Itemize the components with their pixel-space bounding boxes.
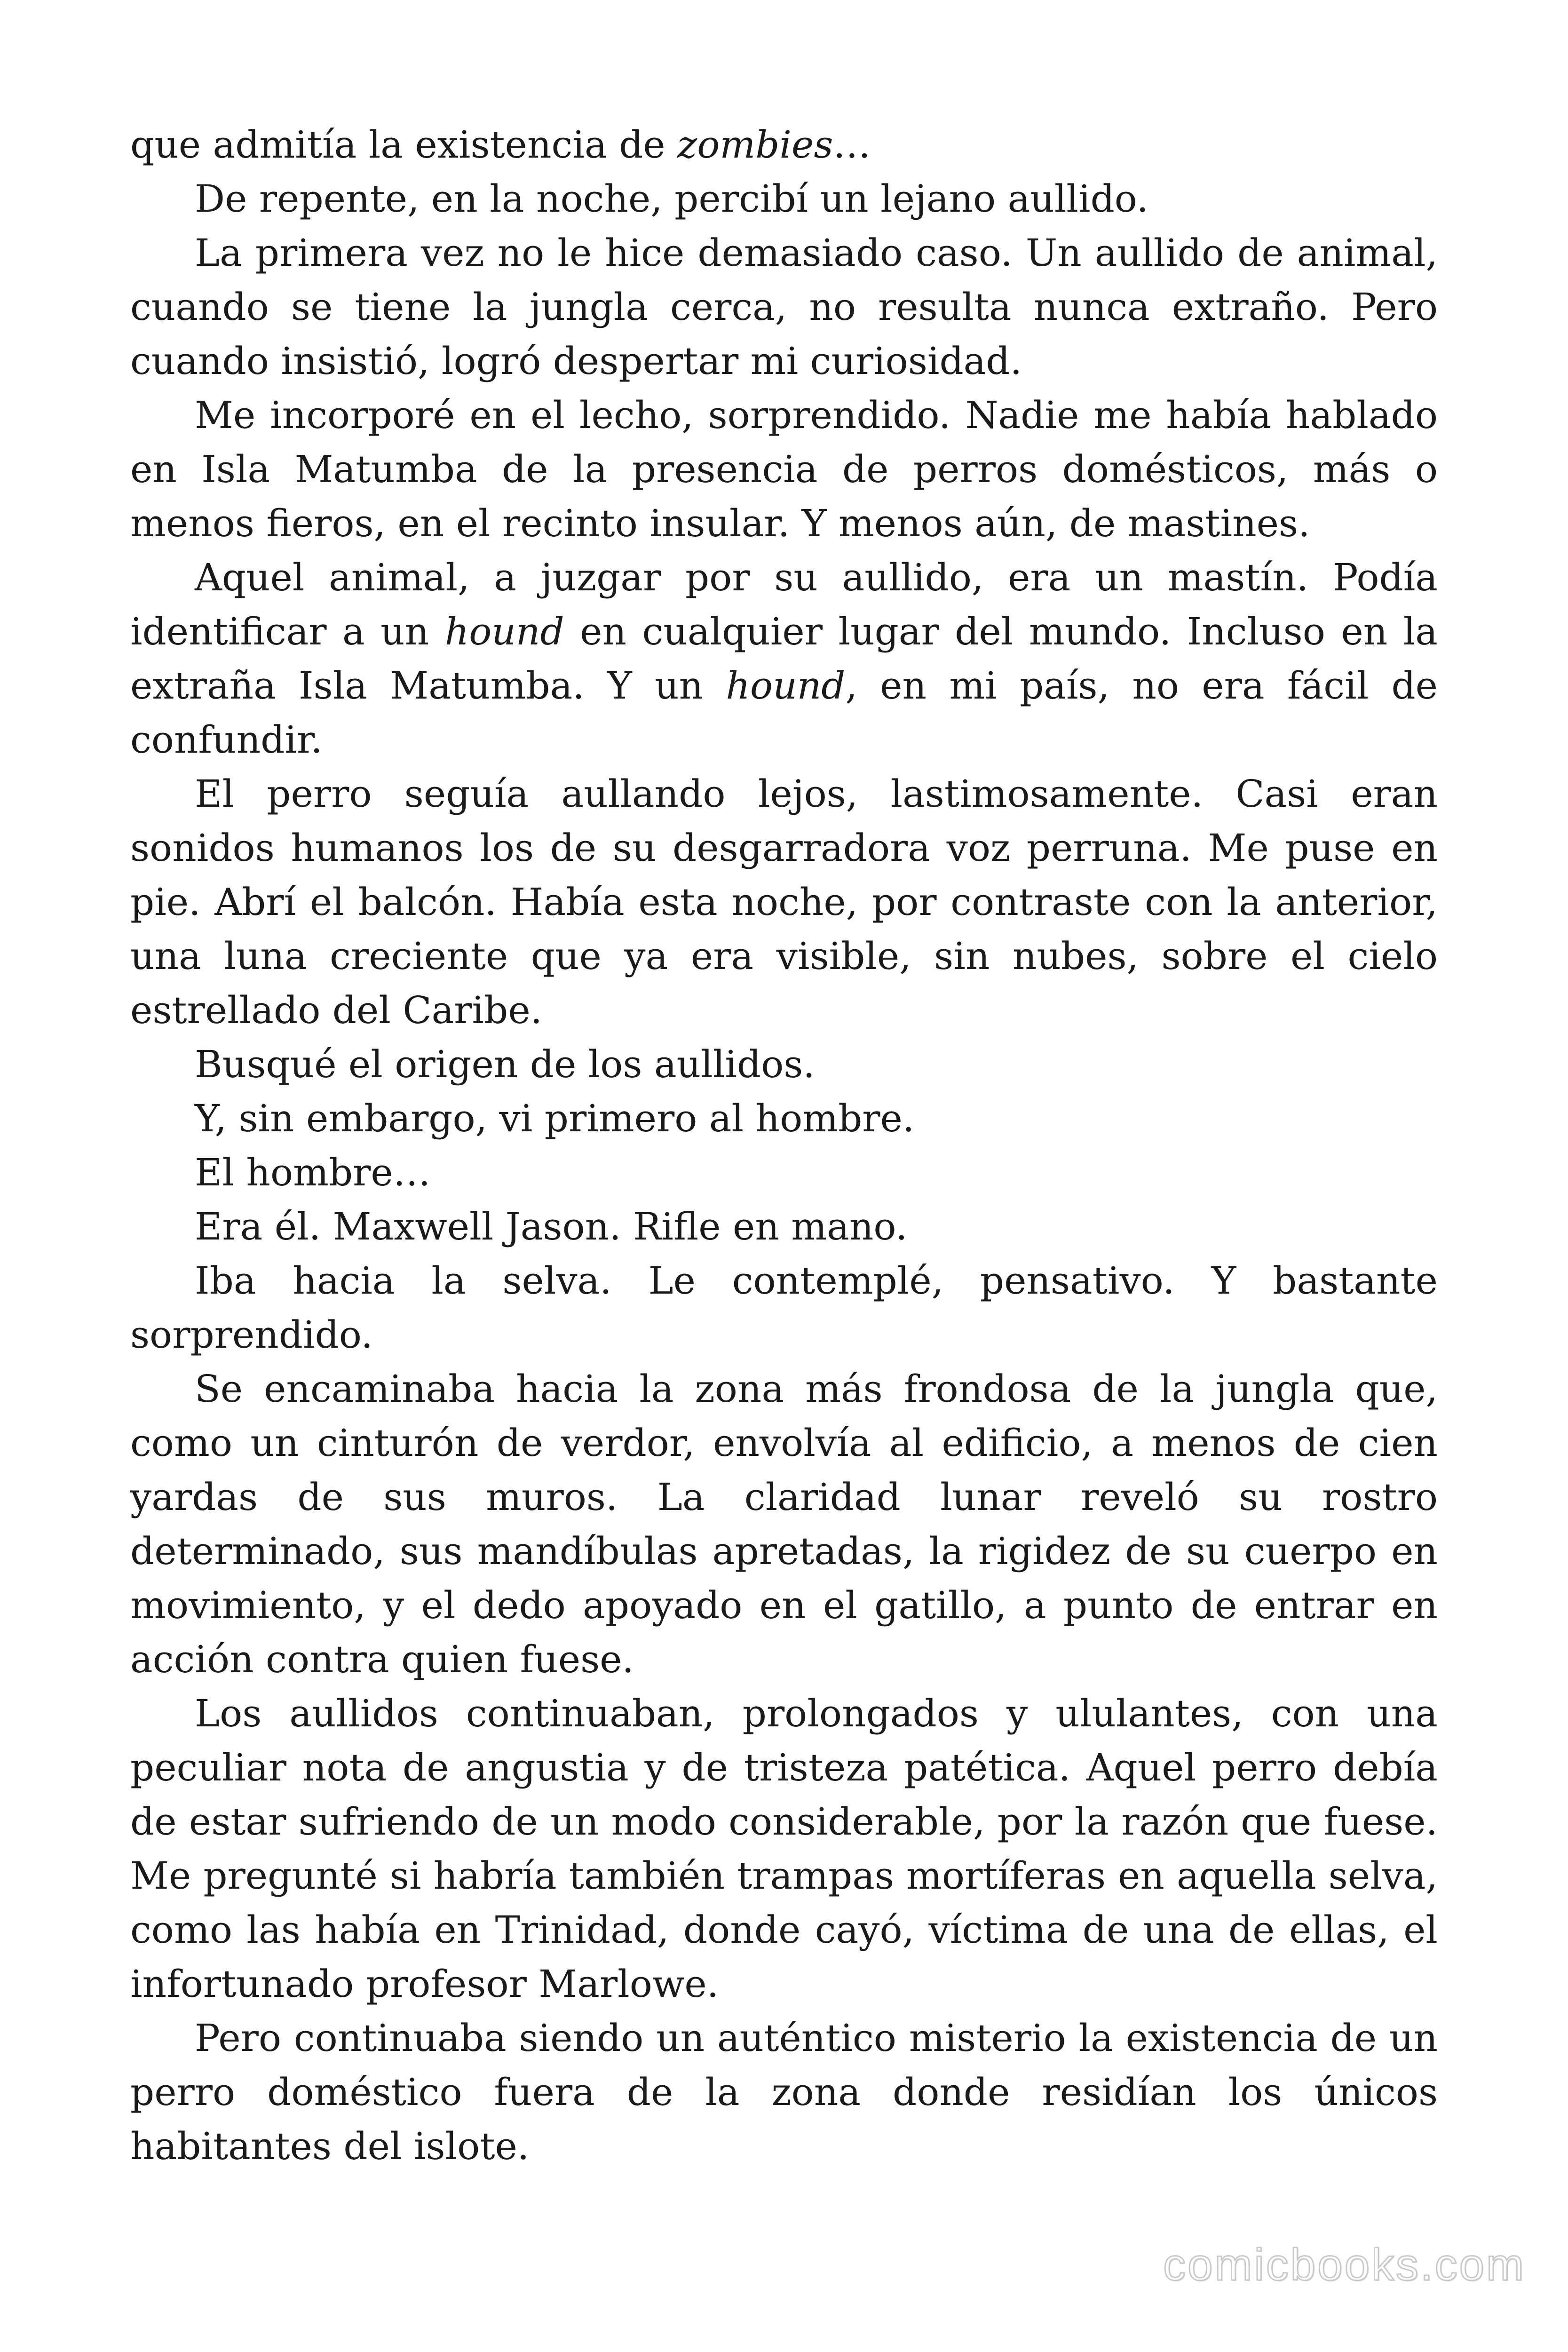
- text-run: El perro seguía aullando lejos, lastimosamente. Casi eran sonidos humanos los de su desgarradora voz perruna. Me puse en pie. Abrí el balcón. Había esta noche, por contraste con la anterior, una luna creciente que ya era visible, sin nubes, sobre el cielo estrellado del Caribe.: [130, 772, 1438, 1032]
- text-run: Los aullidos continuaban, prolongados y ululantes, con una peculiar nota de angustia y de tristeza patética. Aquel perro debía de estar sufriendo de un modo considerable, por la razón que fuese. Me pregunté si habría también trampas mortíferas en aquella selva, como las había en Trinidad, donde cayó, víctima de una de ellas, el infortunado profesor Marlowe.: [130, 1692, 1438, 2006]
- paragraph: [130, 1686, 1438, 2011]
- watermark-logo: comicbooks.com: [1163, 2240, 1526, 2290]
- paragraph: [130, 118, 1438, 172]
- text-run: El hombre…: [195, 1151, 431, 1194]
- paragraph: [130, 2011, 1438, 2173]
- paragraph: [130, 767, 1438, 1037]
- text-run: La primera vez no le hice demasiado caso. Un aullido de animal, cuando se tiene la jungla cerca, no resulta nunca extraño. Pero cuando insistió, logró despertar mi curiosidad.: [130, 231, 1438, 383]
- paragraph: [130, 172, 1438, 226]
- page-body: [130, 118, 1438, 2173]
- text-run: Y, sin embargo, vi primero al hombre.: [195, 1097, 915, 1140]
- text-run: De repente, en la noche, percibí un lejano aullido.: [195, 177, 1148, 221]
- text-run: en cualquier lugar del mundo. Incluso en la extraña Isla Matumba. Y un: [130, 610, 1438, 707]
- paragraph: [130, 1145, 1438, 1200]
- paragraph: [130, 388, 1438, 550]
- italic-text: hound: [726, 664, 846, 707]
- text-run: Era él. Maxwell Jason. Rifle en mano.: [195, 1205, 908, 1248]
- text-run: Aquel animal, a juzgar por su aullido, era un mastín. Podía identificar a un: [130, 556, 1438, 653]
- italic-text: hound: [444, 610, 564, 653]
- paragraph: [130, 1200, 1438, 1254]
- paragraph: [130, 550, 1438, 767]
- paragraph: [130, 1254, 1438, 1362]
- paragraph: [130, 1091, 1438, 1145]
- paragraph: [130, 1362, 1438, 1686]
- italic-text: zombies: [677, 123, 833, 167]
- text-run: Pero continuaba siendo un auténtico misterio la existencia de un perro doméstico fuera de la zona donde residían los únicos habitantes del islote.: [130, 2016, 1438, 2168]
- text-run: …: [833, 123, 871, 167]
- text-run: Iba hacia la selva. Le contemplé, pensativo. Y bastante sorprendido.: [130, 1259, 1438, 1357]
- paragraph: [130, 1037, 1438, 1091]
- text-run: que admitía la existencia de: [130, 123, 678, 167]
- text-run: Me incorporé en el lecho, sorprendido. Nadie me había hablado en Isla Matumba de la presencia de perros domésticos, más o menos fieros, en el recinto insular. Y menos aún, de mastines.: [130, 393, 1438, 545]
- paragraph: [130, 226, 1438, 388]
- text-run: Se encaminaba hacia la zona más frondosa de la jungla que, como un cinturón de verdor, envolvía al edificio, a menos de cien yardas de sus muros. La claridad lunar reveló su rostro determinado, sus mandíbulas apretadas, la rigidez de su cuerpo en movimiento, y el dedo apoyado en el gatillo, a punto de entrar en acción contra quien fuese.: [130, 1367, 1438, 1681]
- text-run: , en mi país, no era fácil de confundir.: [130, 664, 1438, 762]
- text-run: Busqué el origen de los aullidos.: [195, 1042, 815, 1086]
